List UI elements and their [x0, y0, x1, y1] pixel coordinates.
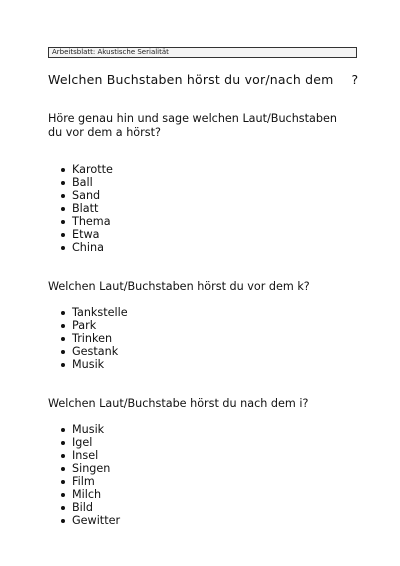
list-item [48, 332, 128, 345]
worksheet-title-text: Welchen Buchstaben hörst du vor/nach dem [48, 72, 334, 87]
list-item [48, 501, 120, 514]
list-item [48, 514, 120, 527]
bullet-icon [61, 194, 65, 198]
word-list-nach-i [48, 423, 120, 527]
list-item [48, 176, 113, 189]
worksheet-header-bar [48, 47, 357, 58]
list-item-label: Thema [72, 215, 111, 228]
word-list-vor-k [48, 306, 128, 371]
bullet-icon [61, 441, 65, 445]
word-list-vor-a [48, 163, 113, 254]
worksheet-title [48, 72, 358, 87]
list-item [48, 163, 113, 176]
bullet-icon [61, 506, 65, 510]
list-item-label: Ball [72, 176, 93, 189]
list-item [48, 358, 128, 371]
list-item-label: Etwa [72, 228, 100, 241]
bullet-icon [61, 493, 65, 497]
list-item-label: Milch [72, 488, 102, 501]
bullet-icon [61, 519, 65, 523]
list-item-label: Sand [72, 189, 101, 202]
list-item [48, 423, 120, 436]
bullet-icon [61, 168, 65, 172]
bullet-icon [61, 233, 65, 237]
list-item [48, 462, 120, 475]
bullet-icon [61, 428, 65, 432]
list-item-label: Gestank [72, 345, 119, 358]
bullet-icon [61, 480, 65, 484]
bullet-icon [61, 181, 65, 185]
list-item-label: Film [72, 475, 95, 488]
bullet-icon [61, 467, 65, 471]
list-item [48, 475, 120, 488]
list-item-label: Park [72, 319, 97, 332]
list-item-label: Igel [72, 436, 93, 449]
worksheet-title-question-mark: ? [351, 72, 359, 87]
list-item-label: Blatt [72, 202, 99, 215]
list-item [48, 215, 113, 228]
list-item-label: Bild [72, 501, 93, 514]
bullet-icon [61, 363, 65, 367]
question-nach-i: Welchen Laut/Buchstabe hörst du nach dem i? [48, 397, 309, 410]
bullet-icon [61, 207, 65, 211]
worksheet-header-label: Arbeitsblatt: Akustische Serialität [52, 48, 169, 56]
list-item-label: Karotte [72, 163, 113, 176]
question-vor-k: Welchen Laut/Buchstaben hörst du vor dem k? [48, 280, 310, 293]
list-item-label: Musik [72, 423, 105, 436]
list-item [48, 189, 113, 202]
list-item-label: Trinken [72, 332, 113, 345]
list-item [48, 241, 113, 254]
list-item [48, 436, 120, 449]
bullet-icon [61, 337, 65, 341]
list-item [48, 488, 120, 501]
bullet-icon [61, 350, 65, 354]
bullet-icon [61, 324, 65, 328]
list-item-label: Tankstelle [72, 306, 128, 319]
bullet-icon [61, 220, 65, 224]
list-item-label: China [72, 241, 104, 254]
bullet-icon [61, 454, 65, 458]
list-item [48, 202, 113, 215]
bullet-icon [61, 311, 65, 315]
list-item-label: Singen [72, 462, 111, 475]
list-item-label: Gewitter [72, 514, 121, 527]
bullet-icon [61, 246, 65, 250]
list-item-label: Insel [72, 449, 99, 462]
instruction-text: Höre genau hin und sage welchen Laut/Buchstaben du vor dem a hörst? [48, 112, 337, 139]
list-item [48, 345, 128, 358]
list-item [48, 228, 113, 241]
list-item [48, 306, 128, 319]
list-item-label: Musik [72, 358, 105, 371]
list-item [48, 319, 128, 332]
list-item [48, 449, 120, 462]
